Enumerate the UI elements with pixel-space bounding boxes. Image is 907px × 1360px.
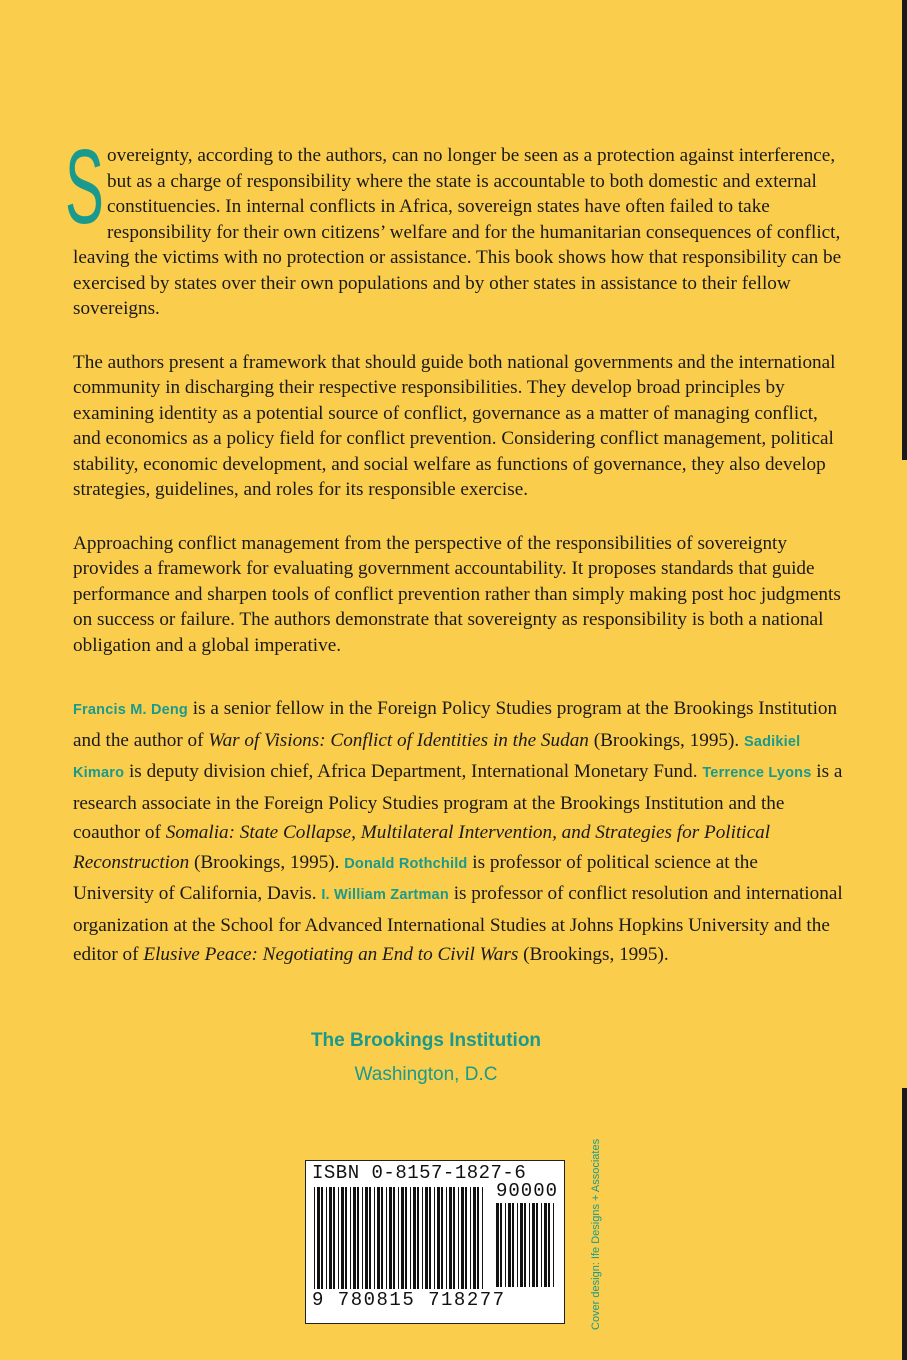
barcode-bar — [548, 1203, 550, 1287]
barcode-bar — [429, 1187, 431, 1289]
bio-text: is a senior fellow in the Foreign Policy Studies program at the Brookings Institution and the author of — [73, 698, 838, 751]
barcode-bar — [314, 1187, 315, 1289]
barcode-bar — [496, 1203, 499, 1287]
barcode-bar — [381, 1187, 383, 1289]
barcode-bar — [405, 1187, 407, 1289]
barcode-bar — [329, 1187, 332, 1289]
publisher-name: The Brookings Institution — [310, 1030, 542, 1051]
barcode-bar — [393, 1187, 395, 1289]
barcode-bar — [434, 1187, 435, 1289]
barcode-bar — [417, 1187, 419, 1289]
barcode-bar — [437, 1187, 440, 1289]
bio-text: is a research associate in the Foreign Policy Studies program at the Brookings Institution and the coauthor of — [73, 761, 843, 843]
isbn-label: ISBN 0-8157-1827-6 — [312, 1162, 527, 1184]
barcode-bar — [541, 1203, 542, 1287]
barcode-bar — [529, 1203, 530, 1287]
barcode-bar — [369, 1187, 371, 1289]
book-title: Somalia: State Collapse, Multilateral Intervention, and Strategies for Political Reconstruction — [73, 822, 771, 873]
barcode-bar — [544, 1203, 547, 1287]
barcode-addon-bars — [496, 1203, 556, 1287]
barcode-bar — [326, 1187, 327, 1289]
price-code: 90000 — [496, 1180, 559, 1202]
drop-cap: S — [65, 128, 104, 246]
edge-mark-top — [902, 0, 907, 460]
barcode-bar — [357, 1187, 359, 1289]
barcode-bar — [374, 1187, 375, 1289]
publisher-city: Washington, D.C — [354, 1064, 498, 1085]
barcode-bar — [377, 1187, 380, 1289]
blurb — [65, 128, 843, 686]
barcode-bar — [317, 1187, 320, 1289]
barcode-bar — [524, 1203, 526, 1287]
barcode-bar — [362, 1187, 363, 1289]
author-name: Donald Rothchild — [344, 855, 468, 872]
barcode-bar — [500, 1203, 502, 1287]
barcode-bar — [508, 1203, 511, 1287]
cover-credit: Cover design: Ife Designs + Associates — [590, 1138, 602, 1330]
barcode-bar — [338, 1187, 339, 1289]
barcode-bar — [446, 1187, 447, 1289]
bio-text: is professor of conflict resolution and international organization at the School for Advanced International Studies at Johns Hopkins University and the editor of — [73, 883, 843, 965]
book-title: War of Visions: Conflict of Identities in the Sudan — [208, 729, 589, 751]
barcode-bar — [345, 1187, 347, 1289]
book-title: Elusive Peace: Negotiating an End to Civil Wars — [143, 944, 519, 965]
barcode-bar — [553, 1203, 554, 1287]
author-name: I. William Zartman — [321, 887, 449, 903]
barcode-bar — [353, 1187, 356, 1289]
blurb-paragraph-2: The authors present a framework that should guide both national governments and the international community in discharging their respective responsibilities. They develop broad principles by examining identity as a potential source of conflict, governance as a matter of managing conflict, and economics as a policy field for conflict prevention. Considering conflict management, political stability, economic development, and social welfare as functions of governance, they also develop strategies, guidelines, and roles for its responsible exercise. — [73, 351, 836, 500]
bio-text: (Brookings, 1995). — [518, 944, 669, 965]
barcode-bar — [465, 1187, 467, 1289]
barcode-bar — [449, 1187, 452, 1289]
bio-text: (Brookings, 1995). — [189, 851, 345, 873]
barcode-bar — [341, 1187, 344, 1289]
author-name: Sadikiel Kimaro — [73, 733, 801, 781]
barcode-bar — [453, 1187, 455, 1289]
barcode-bar — [422, 1187, 423, 1289]
barcode-bar — [505, 1203, 506, 1287]
barcode-bar — [413, 1187, 416, 1289]
barcode-bar — [532, 1203, 535, 1287]
blurb-paragraph-3: Approaching conflict management from the perspective of the responsibilities of sovereignty provides a framework for evaluating government accountability. It proposes standards that guide performance and sharpen tools of conflict prevention rather than simply making post hoc judgments on success or failure. The authors demonstrate that sovereignty as responsibility is both a national obligation and a global imperative. — [73, 532, 841, 656]
barcode-bar — [512, 1203, 514, 1287]
barcode-bar — [458, 1187, 459, 1289]
barcode-digits: 9 780815 718277 — [312, 1289, 506, 1311]
blurb-paragraph-1-text: overeignty, according to the authors, can no longer be seen as a protection against interference, but as a charge of responsibility where the state is accountable to both domestic and external constituencies. In internal conflicts in Africa, sovereign states have often failed to take responsibility for their own citizens’ welfare and for the humanitarian consequences of conflict, leaving the victims with no protection or assistance. This book shows how that responsibility can be exercised by states over their own populations and by other states in assistance to their fellow sovereigns. — [73, 145, 842, 319]
barcode-bar — [389, 1187, 392, 1289]
barcode-bar — [398, 1187, 399, 1289]
publisher — [0, 1030, 852, 1086]
author-bios — [73, 694, 843, 970]
barcode-bar — [477, 1187, 479, 1289]
barcode-bar — [401, 1187, 404, 1289]
barcode-bar — [441, 1187, 443, 1289]
barcode-bar — [536, 1203, 538, 1287]
barcode-bar — [386, 1187, 387, 1289]
barcode-bar — [473, 1187, 476, 1289]
barcode-bar — [350, 1187, 351, 1289]
barcode-bar — [365, 1187, 368, 1289]
barcode-bar — [410, 1187, 411, 1289]
barcode-bar — [425, 1187, 428, 1289]
barcode-bar — [321, 1187, 323, 1289]
bio-text: is deputy division chief, Africa Department, International Monetary Fund. — [124, 761, 703, 782]
barcode-bar — [461, 1187, 464, 1289]
author-name: Francis M. Deng — [73, 702, 188, 718]
bio-text: (Brookings, 1995). — [588, 729, 744, 751]
edge-mark-bottom — [902, 1088, 907, 1360]
author-name: Terrence Lyons — [702, 765, 812, 781]
blurb-paragraph-1 — [65, 128, 843, 322]
barcode-bar — [333, 1187, 335, 1289]
barcode — [305, 1160, 565, 1324]
barcode-bar — [482, 1187, 483, 1289]
barcode-main-bars — [314, 1187, 486, 1289]
barcode-bar — [470, 1187, 471, 1289]
bio-text: is professor of political science at the University of California, Davis. — [73, 851, 758, 904]
barcode-bar — [520, 1203, 523, 1287]
barcode-bar — [517, 1203, 518, 1287]
